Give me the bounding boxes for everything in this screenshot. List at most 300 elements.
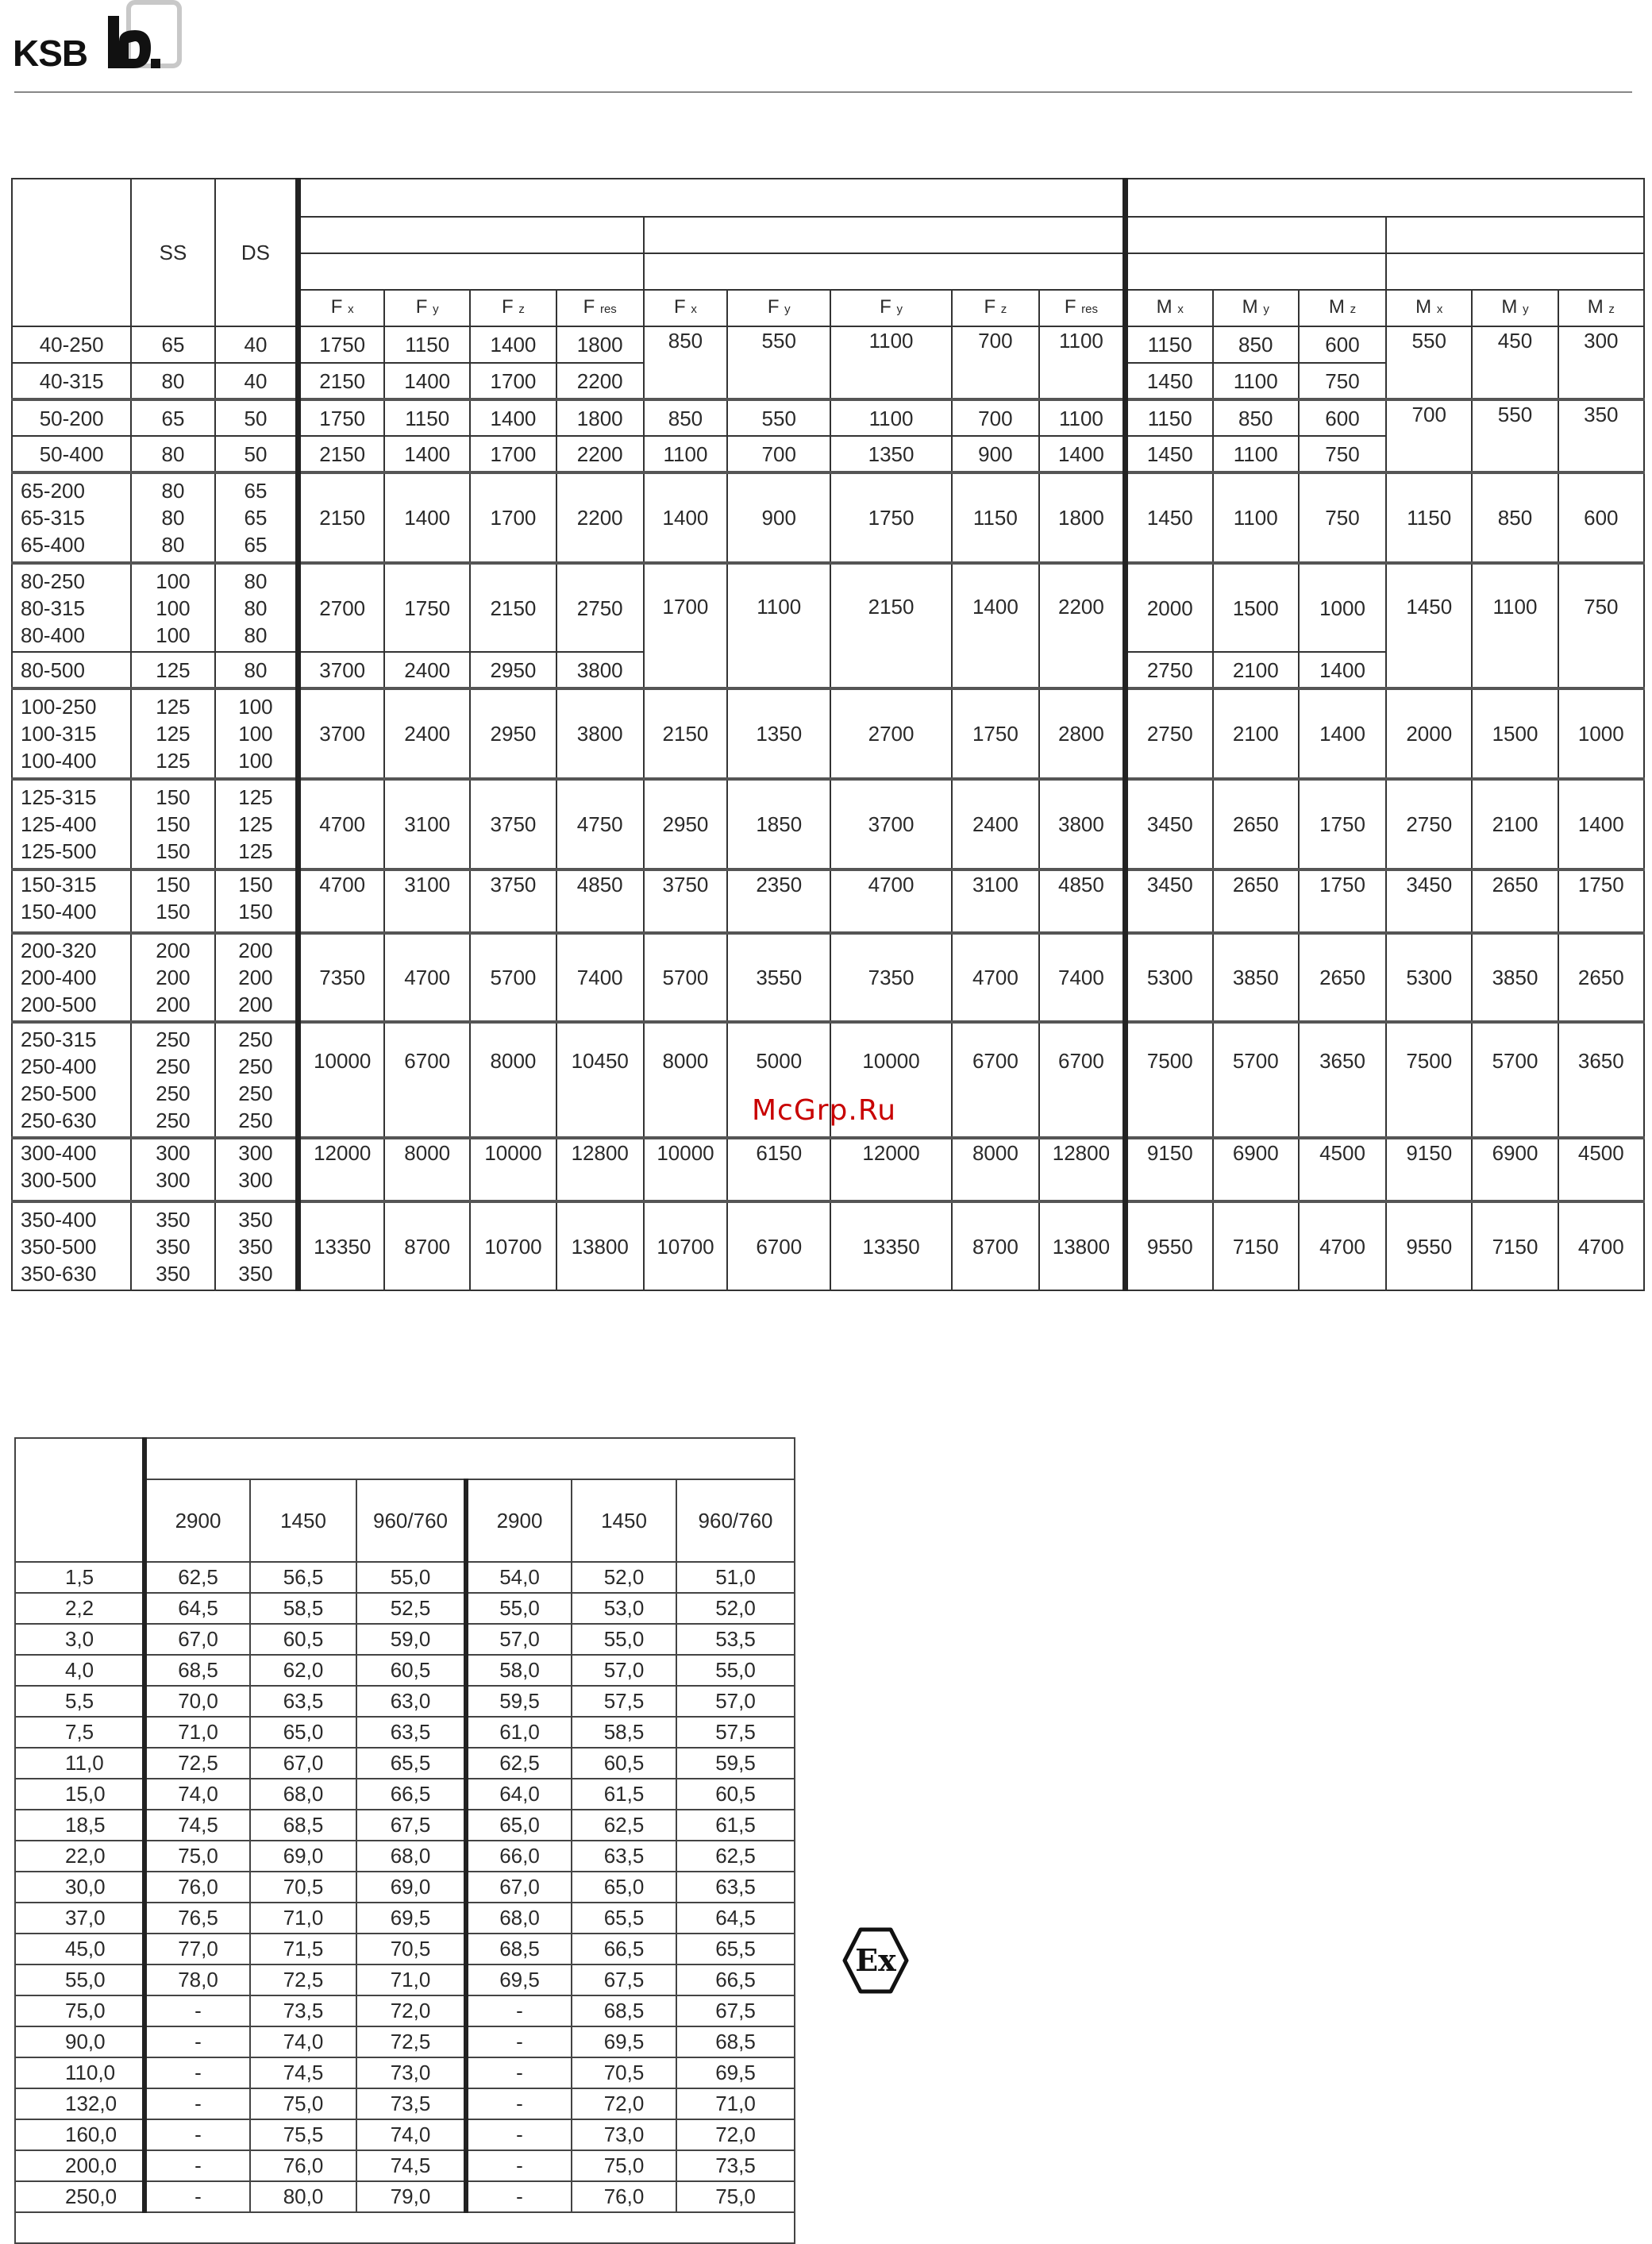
value-cell: 3800 xyxy=(1039,779,1125,869)
value-cell: 4700 xyxy=(298,869,384,933)
moments-ds-header xyxy=(1386,217,1644,253)
noise-value-cell: 56,5 xyxy=(250,1562,356,1593)
value-cell: 3800 xyxy=(556,688,644,779)
power-cell: 55,0 xyxy=(15,1964,144,1995)
speed-cell: 960/760 xyxy=(356,1479,466,1562)
value-cell: 3700 xyxy=(298,652,384,688)
value-cell: 2150 xyxy=(644,688,727,779)
ds-cell: 50 xyxy=(215,399,298,436)
value-cell: 850 xyxy=(1213,326,1299,363)
axis-fz: F z xyxy=(470,290,556,326)
noise-value-cell: 51,0 xyxy=(676,1562,795,1593)
value-cell: 700 xyxy=(1386,399,1472,472)
value-cell: 9150 xyxy=(1125,1138,1212,1201)
value-cell: 850 xyxy=(644,326,727,399)
axis-mx-ds: M x xyxy=(1386,290,1472,326)
noise-value-cell: 69,5 xyxy=(676,2057,795,2088)
table-row xyxy=(12,869,1644,933)
noise-value-cell: - xyxy=(144,1995,250,2026)
value-cell: 600 xyxy=(1299,399,1386,436)
value-cell: 1500 xyxy=(1472,688,1558,779)
moments-ss-header xyxy=(1125,217,1386,253)
noise-value-cell: 61,0 xyxy=(466,1717,572,1748)
value-cell: 1800 xyxy=(556,399,644,436)
value-cell: 1700 xyxy=(644,563,727,688)
size-cell: 150-315 150-400 xyxy=(12,869,131,933)
ksb-b-mark-icon xyxy=(97,0,184,71)
power-cell: 132,0 xyxy=(15,2088,144,2119)
noise-value-cell: 73,5 xyxy=(356,2088,466,2119)
ss-header-cell: SS xyxy=(131,179,214,326)
value-cell: 2350 xyxy=(727,869,830,933)
noise-value-cell: 67,5 xyxy=(676,1995,795,2026)
noise-value-cell: 67,0 xyxy=(144,1624,250,1655)
value-cell: 5700 xyxy=(1472,1022,1558,1138)
table-row xyxy=(15,1872,795,1903)
value-cell: 1100 xyxy=(1213,363,1299,399)
value-cell: 12000 xyxy=(298,1138,384,1201)
value-cell: 1100 xyxy=(1039,399,1125,436)
value-cell: 2200 xyxy=(556,363,644,399)
speed-cell: 2900 xyxy=(466,1479,572,1562)
value-cell: 10700 xyxy=(470,1201,556,1290)
ss-cell: 350 350 350 xyxy=(131,1201,214,1290)
noise-value-cell: 52,5 xyxy=(356,1593,466,1624)
value-cell: 700 xyxy=(952,399,1039,436)
value-cell: 700 xyxy=(727,436,830,472)
moments-ss-unit xyxy=(1125,253,1386,290)
value-cell: 3700 xyxy=(830,779,951,869)
noise-value-cell: 79,0 xyxy=(356,2181,466,2212)
value-cell: 10000 xyxy=(298,1022,384,1138)
noise-value-cell: 68,0 xyxy=(356,1841,466,1872)
power-header-cell xyxy=(15,1438,144,1562)
value-cell: 9150 xyxy=(1386,1138,1472,1201)
axis-mz-ds: M z xyxy=(1558,290,1644,326)
value-cell: 1750 xyxy=(1299,779,1386,869)
ds-cell: 40 xyxy=(215,326,298,363)
value-cell: 10000 xyxy=(830,1022,951,1138)
table-row xyxy=(12,688,1644,779)
noise-value-cell: 75,0 xyxy=(250,2088,356,2119)
forces-ds-unit xyxy=(644,253,1126,290)
ds-cell: 250 250 250 250 xyxy=(215,1022,298,1138)
value-cell: 2150 xyxy=(470,563,556,652)
value-cell: 2950 xyxy=(470,688,556,779)
table-row xyxy=(15,1934,795,1964)
noise-value-cell: 67,0 xyxy=(250,1748,356,1779)
size-cell: 40-250 xyxy=(12,326,131,363)
value-cell: 2000 xyxy=(1125,563,1212,652)
value-cell: 7500 xyxy=(1386,1022,1472,1138)
value-cell: 1850 xyxy=(727,779,830,869)
value-cell: 900 xyxy=(727,472,830,563)
table-row xyxy=(15,2088,795,2119)
value-cell: 1450 xyxy=(1125,363,1212,399)
noise-value-cell: 63,5 xyxy=(676,1872,795,1903)
value-cell: 1400 xyxy=(470,399,556,436)
value-cell: 4850 xyxy=(556,869,644,933)
value-cell: 5000 xyxy=(727,1022,830,1138)
noise-value-cell: 68,5 xyxy=(676,2026,795,2057)
power-cell: 3,0 xyxy=(15,1624,144,1655)
value-cell: 2000 xyxy=(1386,688,1472,779)
ss-cell: 150 150 150 xyxy=(131,779,214,869)
noise-value-cell: 66,0 xyxy=(466,1841,572,1872)
noise-value-cell: 60,5 xyxy=(676,1779,795,1810)
ss-cell: 80 xyxy=(131,363,214,399)
ds-cell: 200 200 200 xyxy=(215,933,298,1022)
axis-my-ds: M y xyxy=(1472,290,1558,326)
size-cell: 50-400 xyxy=(12,436,131,472)
noise-value-cell: 71,0 xyxy=(250,1903,356,1934)
table-row xyxy=(15,1593,795,1624)
value-cell: 1400 xyxy=(1558,779,1644,869)
value-cell: 1100 xyxy=(830,399,951,436)
header-row-1 xyxy=(15,1438,795,1479)
noise-value-cell: 65,0 xyxy=(250,1717,356,1748)
noise-value-cell: 65,0 xyxy=(466,1810,572,1841)
value-cell: 2750 xyxy=(1386,779,1472,869)
ss-cell: 125 125 125 xyxy=(131,688,214,779)
forces-ss-unit xyxy=(298,253,644,290)
value-cell: 1150 xyxy=(384,326,470,363)
axis-fy: F y xyxy=(384,290,470,326)
value-cell: 850 xyxy=(1472,472,1558,563)
noise-value-cell: 57,0 xyxy=(572,1655,676,1686)
noise-value-cell: 71,0 xyxy=(356,1964,466,1995)
noise-value-cell: 72,0 xyxy=(572,2088,676,2119)
power-cell: 4,0 xyxy=(15,1655,144,1686)
noise-value-cell: 64,0 xyxy=(466,1779,572,1810)
noise-value-cell: 68,5 xyxy=(466,1934,572,1964)
noise-value-cell: 76,5 xyxy=(144,1903,250,1934)
noise-value-cell: - xyxy=(144,2119,250,2150)
ss-cell: 125 xyxy=(131,652,214,688)
noise-value-cell: 60,5 xyxy=(572,1748,676,1779)
value-cell: 2150 xyxy=(298,472,384,563)
value-cell: 1400 xyxy=(470,326,556,363)
noise-value-cell: 74,5 xyxy=(144,1810,250,1841)
value-cell: 1150 xyxy=(1386,472,1472,563)
value-cell: 2650 xyxy=(1213,779,1299,869)
noise-value-cell: 72,5 xyxy=(250,1964,356,1995)
noise-value-cell: 62,5 xyxy=(466,1748,572,1779)
value-cell: 1800 xyxy=(1039,472,1125,563)
ds-cell: 300 300 xyxy=(215,1138,298,1201)
value-cell: 1750 xyxy=(298,399,384,436)
value-cell: 750 xyxy=(1299,363,1386,399)
value-cell: 1100 xyxy=(644,436,727,472)
value-cell: 3750 xyxy=(644,869,727,933)
value-cell: 5700 xyxy=(470,933,556,1022)
value-cell: 1750 xyxy=(298,326,384,363)
value-cell: 3750 xyxy=(470,869,556,933)
table-row xyxy=(15,2119,795,2150)
noise-value-cell: - xyxy=(144,2088,250,2119)
power-cell: 45,0 xyxy=(15,1934,144,1964)
axis-fx-ds: F x xyxy=(644,290,727,326)
value-cell: 4750 xyxy=(556,779,644,869)
size-cell: 200-320 200-400 200-500 xyxy=(12,933,131,1022)
value-cell: 5300 xyxy=(1125,933,1212,1022)
noise-value-cell: 57,5 xyxy=(676,1717,795,1748)
noise-value-cell: 62,0 xyxy=(250,1655,356,1686)
ds-cell: 125 125 125 xyxy=(215,779,298,869)
noise-value-cell: 75,0 xyxy=(676,2181,795,2212)
power-cell: 18,5 xyxy=(15,1810,144,1841)
value-cell: 2650 xyxy=(1472,869,1558,933)
value-cell: 750 xyxy=(1558,563,1644,688)
value-cell: 4700 xyxy=(384,933,470,1022)
value-cell: 3100 xyxy=(384,779,470,869)
noise-value-cell: 59,5 xyxy=(466,1686,572,1717)
noise-value-cell: 55,0 xyxy=(572,1624,676,1655)
noise-value-cell: 62,5 xyxy=(144,1562,250,1593)
value-cell: 1700 xyxy=(470,363,556,399)
noise-value-cell: 73,0 xyxy=(572,2119,676,2150)
ss-cell: 80 xyxy=(131,436,214,472)
value-cell: 7400 xyxy=(1039,933,1125,1022)
value-cell: 5700 xyxy=(1213,1022,1299,1138)
value-cell: 3450 xyxy=(1125,869,1212,933)
value-cell: 6700 xyxy=(727,1201,830,1290)
noise-value-cell: 59,5 xyxy=(676,1748,795,1779)
value-cell: 3750 xyxy=(470,779,556,869)
noise-value-cell: 76,0 xyxy=(572,2181,676,2212)
axis-fy-ds-1: F y xyxy=(727,290,830,326)
noise-value-cell: 57,0 xyxy=(676,1686,795,1717)
power-cell: 1,5 xyxy=(15,1562,144,1593)
value-cell: 2650 xyxy=(1558,933,1644,1022)
value-cell: 10000 xyxy=(470,1138,556,1201)
size-cell: 250-315 250-400 250-500 250-630 xyxy=(12,1022,131,1138)
noise-level-table xyxy=(14,1437,795,2244)
value-cell: 7350 xyxy=(830,933,951,1022)
value-cell: 750 xyxy=(1299,472,1386,563)
value-cell: 8700 xyxy=(384,1201,470,1290)
power-cell: 200,0 xyxy=(15,2150,144,2181)
table-row xyxy=(15,1995,795,2026)
noise-value-cell: 73,0 xyxy=(356,2057,466,2088)
noise-value-cell: - xyxy=(144,2057,250,2088)
logo-text: KSB xyxy=(13,33,88,74)
noise-value-cell: 65,0 xyxy=(572,1872,676,1903)
value-cell: 1700 xyxy=(470,436,556,472)
noise-value-cell: 77,0 xyxy=(144,1934,250,1964)
value-cell: 1450 xyxy=(1386,563,1472,688)
value-cell: 2700 xyxy=(830,688,951,779)
value-cell: 2200 xyxy=(556,436,644,472)
power-cell: 30,0 xyxy=(15,1872,144,1903)
value-cell: 2750 xyxy=(556,563,644,652)
noise-value-cell: 74,0 xyxy=(356,2119,466,2150)
table-row xyxy=(15,2181,795,2212)
power-cell: 37,0 xyxy=(15,1903,144,1934)
value-cell: 2800 xyxy=(1039,688,1125,779)
value-cell: 8000 xyxy=(470,1022,556,1138)
noise-value-cell: 72,0 xyxy=(676,2119,795,2150)
noise-value-cell: 63,0 xyxy=(356,1686,466,1717)
ds-cell: 80 xyxy=(215,652,298,688)
table-footer-row xyxy=(15,2212,795,2243)
noise-value-cell: 53,0 xyxy=(572,1593,676,1624)
noise-value-cell: 69,0 xyxy=(356,1872,466,1903)
noise-value-cell: 71,0 xyxy=(676,2088,795,2119)
table-row xyxy=(15,1903,795,1934)
table-row xyxy=(12,326,1644,363)
table-row xyxy=(15,2057,795,2088)
noise-value-cell: 74,0 xyxy=(144,1779,250,1810)
table-row xyxy=(15,2150,795,2181)
axis-fx: F x xyxy=(298,290,384,326)
value-cell: 2400 xyxy=(384,688,470,779)
table-row xyxy=(15,1748,795,1779)
value-cell: 6900 xyxy=(1472,1138,1558,1201)
value-cell: 8000 xyxy=(384,1138,470,1201)
noise-value-cell: 74,0 xyxy=(250,2026,356,2057)
value-cell: 2400 xyxy=(384,652,470,688)
size-header-cell xyxy=(12,179,131,326)
size-cell: 300-400 300-500 xyxy=(12,1138,131,1201)
power-cell: 15,0 xyxy=(15,1779,144,1810)
noise-value-cell: 68,0 xyxy=(466,1903,572,1934)
value-cell: 1400 xyxy=(1039,436,1125,472)
value-cell: 1100 xyxy=(1472,563,1558,688)
header-divider xyxy=(14,91,1632,93)
table-row xyxy=(12,472,1644,563)
value-cell: 7150 xyxy=(1472,1201,1558,1290)
noise-value-cell: 55,0 xyxy=(466,1593,572,1624)
noise-value-cell: - xyxy=(466,2150,572,2181)
table-row xyxy=(15,1717,795,1748)
forces-ds-header xyxy=(644,217,1126,253)
noise-value-cell: 72,0 xyxy=(356,1995,466,2026)
noise-value-cell: 70,5 xyxy=(356,1934,466,1964)
power-cell: 90,0 xyxy=(15,2026,144,2057)
axis-mx: M x xyxy=(1125,290,1212,326)
value-cell: 1400 xyxy=(384,436,470,472)
value-cell: 3650 xyxy=(1558,1022,1644,1138)
noise-value-cell: 60,5 xyxy=(250,1624,356,1655)
value-cell: 1150 xyxy=(1125,326,1212,363)
noise-value-cell: 67,5 xyxy=(572,1964,676,1995)
power-cell: 110,0 xyxy=(15,2057,144,2088)
axis-fy-ds-2: F y xyxy=(830,290,951,326)
value-cell: 3850 xyxy=(1472,933,1558,1022)
value-cell: 600 xyxy=(1299,326,1386,363)
noise-value-cell: 65,5 xyxy=(356,1748,466,1779)
noise-value-cell: 66,5 xyxy=(572,1934,676,1964)
value-cell: 1400 xyxy=(644,472,727,563)
value-cell: 3550 xyxy=(727,933,830,1022)
noise-value-cell: 57,0 xyxy=(466,1624,572,1655)
value-cell: 2950 xyxy=(470,652,556,688)
noise-value-cell: 62,5 xyxy=(572,1810,676,1841)
noise-value-cell: 75,0 xyxy=(572,2150,676,2181)
noise-value-cell: 58,0 xyxy=(466,1655,572,1686)
noise-value-cell: 54,0 xyxy=(466,1562,572,1593)
header-row-1 xyxy=(12,179,1644,217)
value-cell: 6700 xyxy=(1039,1022,1125,1138)
value-cell: 550 xyxy=(1386,326,1472,399)
axis-fres-ds: F res xyxy=(1039,290,1125,326)
noise-value-cell: 52,0 xyxy=(572,1562,676,1593)
noise-value-cell: 71,5 xyxy=(250,1934,356,1964)
value-cell: 3800 xyxy=(556,652,644,688)
noise-value-cell: 66,5 xyxy=(676,1964,795,1995)
ds-cell: 50 xyxy=(215,436,298,472)
value-cell: 6900 xyxy=(1213,1138,1299,1201)
noise-value-cell: - xyxy=(466,2026,572,2057)
noise-value-cell: 61,5 xyxy=(676,1810,795,1841)
noise-value-cell: 63,5 xyxy=(572,1841,676,1872)
ksb-logo xyxy=(13,0,179,74)
ss-cell: 65 xyxy=(131,326,214,363)
noise-value-cell: - xyxy=(466,2181,572,2212)
noise-rows xyxy=(15,1562,795,2212)
noise-value-cell: 69,5 xyxy=(466,1964,572,1995)
value-cell: 1400 xyxy=(1299,652,1386,688)
noise-value-cell: 65,5 xyxy=(572,1903,676,1934)
ss-cell: 150 150 xyxy=(131,869,214,933)
table-row xyxy=(12,933,1644,1022)
noise-value-cell: 71,0 xyxy=(144,1717,250,1748)
value-cell: 5700 xyxy=(644,933,727,1022)
noise-value-cell: 64,5 xyxy=(676,1903,795,1934)
value-cell: 2100 xyxy=(1213,688,1299,779)
table-row xyxy=(15,1624,795,1655)
value-cell: 1750 xyxy=(830,472,951,563)
power-cell: 7,5 xyxy=(15,1717,144,1748)
ss-cell: 300 300 xyxy=(131,1138,214,1201)
noise-value-cell: 65,5 xyxy=(676,1934,795,1964)
value-cell: 2200 xyxy=(1039,563,1125,688)
value-cell: 2750 xyxy=(1125,652,1212,688)
table-row xyxy=(15,1841,795,1872)
value-cell: 1150 xyxy=(384,399,470,436)
value-cell: 1750 xyxy=(1299,869,1386,933)
noise-value-cell: 72,5 xyxy=(144,1748,250,1779)
value-cell: 1150 xyxy=(952,472,1039,563)
value-cell: 4700 xyxy=(952,933,1039,1022)
value-cell: 2700 xyxy=(298,563,384,652)
value-cell: 550 xyxy=(727,399,830,436)
noise-value-cell: - xyxy=(144,2150,250,2181)
power-cell: 75,0 xyxy=(15,1995,144,2026)
noise-value-cell: 75,0 xyxy=(144,1841,250,1872)
noise-value-cell: - xyxy=(144,2181,250,2212)
noise-value-cell: 67,5 xyxy=(356,1810,466,1841)
table-row xyxy=(15,2026,795,2057)
noise-value-cell: 72,5 xyxy=(356,2026,466,2057)
value-cell: 8000 xyxy=(644,1022,727,1138)
value-cell: 8700 xyxy=(952,1201,1039,1290)
speed-cell: 2900 xyxy=(144,1479,250,1562)
noise-value-cell: 55,0 xyxy=(676,1655,795,1686)
ds-cell: 150 150 xyxy=(215,869,298,933)
noise-value-cell: 63,5 xyxy=(356,1717,466,1748)
value-cell: 1100 xyxy=(727,563,830,688)
value-cell: 1400 xyxy=(384,363,470,399)
table-row xyxy=(12,1201,1644,1290)
ss-cell: 65 xyxy=(131,399,214,436)
value-cell: 1450 xyxy=(1125,436,1212,472)
noise-value-cell: - xyxy=(466,2088,572,2119)
noise-value-cell: 76,0 xyxy=(250,2150,356,2181)
noise-group-header xyxy=(144,1438,795,1479)
ss-cell: 100 100 100 xyxy=(131,563,214,652)
